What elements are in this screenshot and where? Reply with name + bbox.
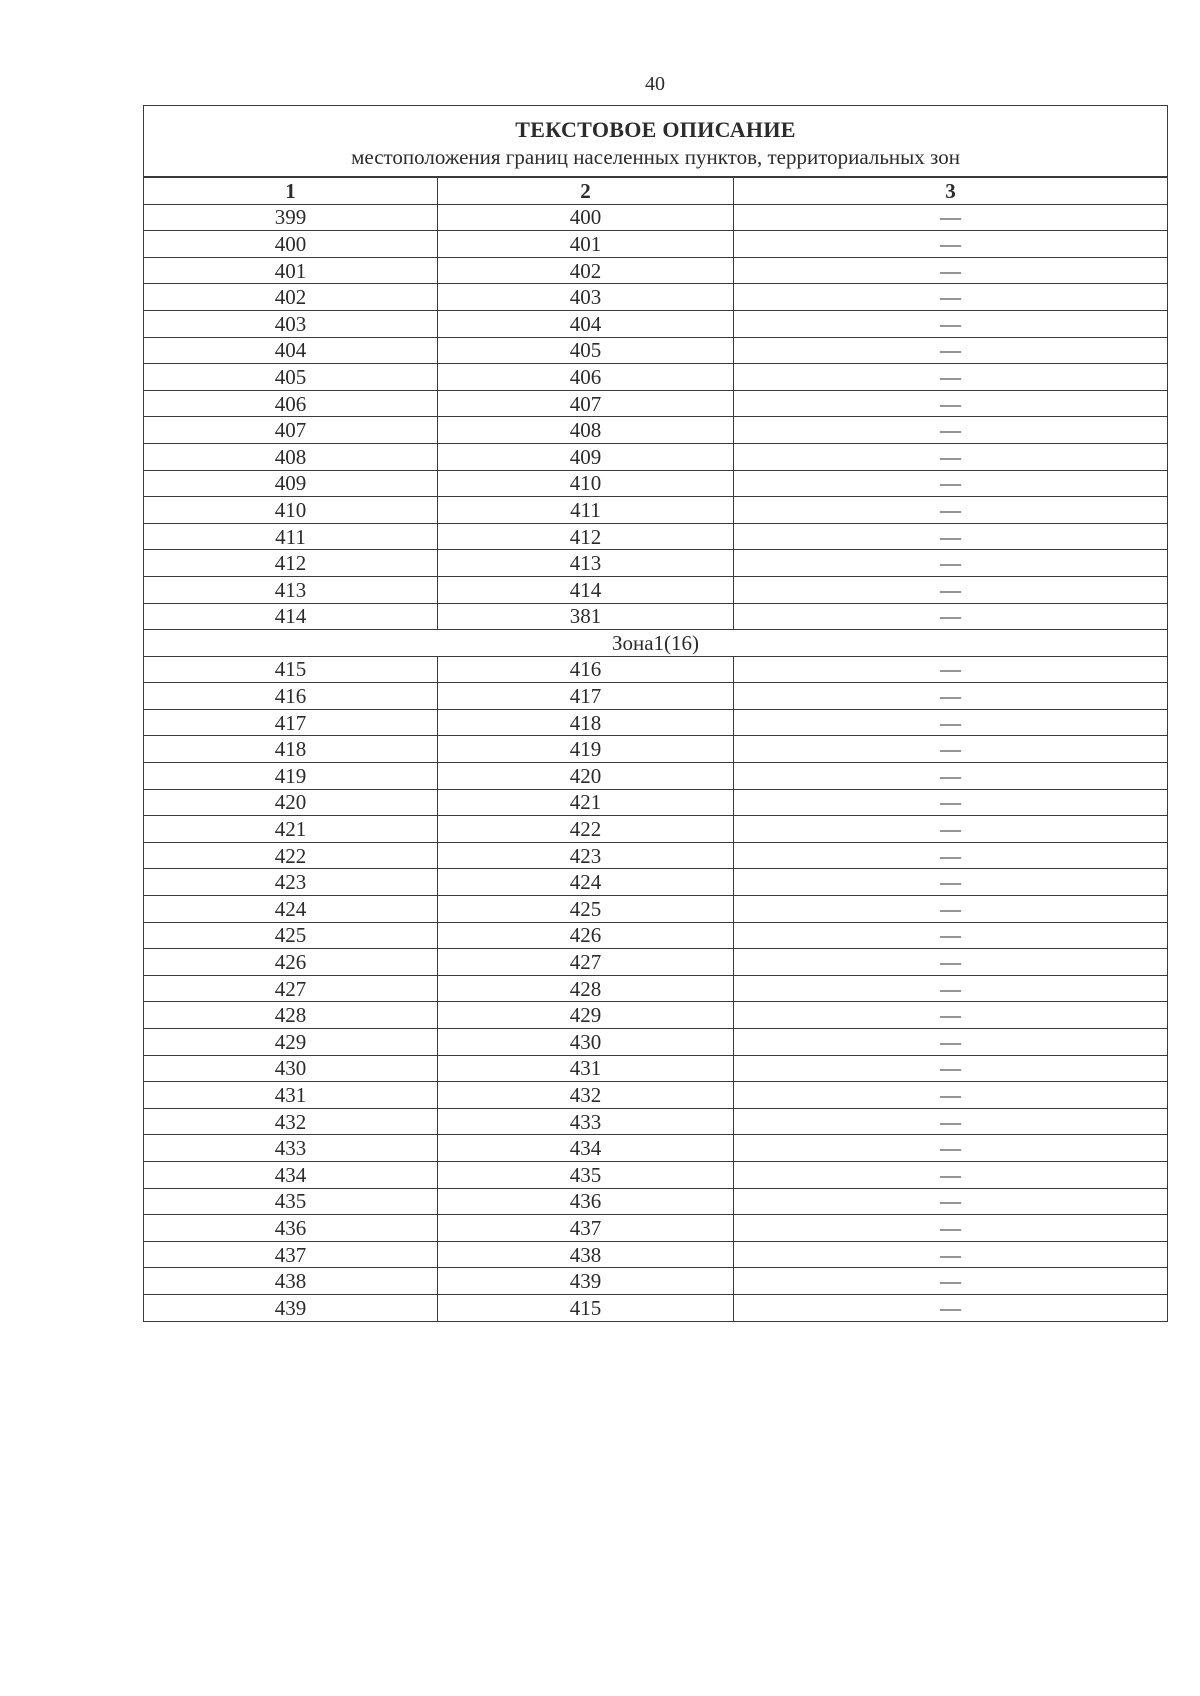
table-cell-col1: 407 bbox=[144, 417, 438, 444]
table-cell-col1: 438 bbox=[144, 1268, 438, 1295]
table-row bbox=[144, 257, 1168, 284]
table-title-row bbox=[144, 106, 1168, 178]
table-cell-col3: — bbox=[734, 204, 1168, 231]
table-cell-col2: 427 bbox=[438, 949, 734, 976]
table-cell-col3: — bbox=[734, 869, 1168, 896]
table-cell-col1: 418 bbox=[144, 736, 438, 763]
page-number: 40 bbox=[645, 73, 665, 95]
table-cell-col3: — bbox=[734, 603, 1168, 630]
table-cell-col1: 431 bbox=[144, 1082, 438, 1109]
table-row bbox=[144, 763, 1168, 790]
table-row bbox=[144, 1082, 1168, 1109]
table-cell-col1: 437 bbox=[144, 1241, 438, 1268]
table-cell-col1: 434 bbox=[144, 1161, 438, 1188]
table-row bbox=[144, 443, 1168, 470]
table-row bbox=[144, 922, 1168, 949]
table-cell-col3: — bbox=[734, 576, 1168, 603]
table-cell-col1: 427 bbox=[144, 975, 438, 1002]
column-header-row bbox=[144, 177, 1168, 204]
table-cell-col3: — bbox=[734, 736, 1168, 763]
table-cell-col1: 411 bbox=[144, 523, 438, 550]
table-row bbox=[144, 1215, 1168, 1242]
table-cell-col2: 433 bbox=[438, 1108, 734, 1135]
table-cell-col2: 426 bbox=[438, 922, 734, 949]
table-cell-col1: 432 bbox=[144, 1108, 438, 1135]
table-cell-col3: — bbox=[734, 922, 1168, 949]
table-row bbox=[144, 709, 1168, 736]
table-cell-col2: 430 bbox=[438, 1029, 734, 1056]
table-cell-col2: 401 bbox=[438, 231, 734, 258]
table-body bbox=[144, 106, 1168, 1322]
table-row bbox=[144, 949, 1168, 976]
table-cell-col3: — bbox=[734, 310, 1168, 337]
table-row bbox=[144, 816, 1168, 843]
table-cell-col2: 412 bbox=[438, 523, 734, 550]
table-cell-col3: — bbox=[734, 337, 1168, 364]
table-cell-col2: 413 bbox=[438, 550, 734, 577]
table-cell-col3: — bbox=[734, 1108, 1168, 1135]
table-row bbox=[144, 231, 1168, 258]
table-row bbox=[144, 896, 1168, 923]
table-cell-col1: 416 bbox=[144, 683, 438, 710]
table-cell-col2: 403 bbox=[438, 284, 734, 311]
table-cell-col3: — bbox=[734, 443, 1168, 470]
table-row bbox=[144, 656, 1168, 683]
table-cell-col1: 435 bbox=[144, 1188, 438, 1215]
table-cell-col1: 410 bbox=[144, 497, 438, 524]
table-cell-col1: 425 bbox=[144, 922, 438, 949]
table-cell-col3: — bbox=[734, 816, 1168, 843]
table-cell-col2: 428 bbox=[438, 975, 734, 1002]
table-row bbox=[144, 975, 1168, 1002]
table-row bbox=[144, 1268, 1168, 1295]
table-cell-col2: 415 bbox=[438, 1294, 734, 1321]
table-subtitle: местоположения границ населенных пунктов, территориальных зон bbox=[351, 145, 960, 169]
table-cell-col3: — bbox=[734, 470, 1168, 497]
table-cell-col2: 410 bbox=[438, 470, 734, 497]
table-cell-col3: — bbox=[734, 1002, 1168, 1029]
table-row bbox=[144, 683, 1168, 710]
table-row bbox=[144, 550, 1168, 577]
table-cell-col3: — bbox=[734, 231, 1168, 258]
boundary-description-table bbox=[143, 105, 1168, 1322]
table-cell-col3: — bbox=[734, 1268, 1168, 1295]
table-cell-col1: 399 bbox=[144, 204, 438, 231]
table-cell-col1: 401 bbox=[144, 257, 438, 284]
table-cell-col3: — bbox=[734, 550, 1168, 577]
table-cell-col3: — bbox=[734, 1294, 1168, 1321]
table-title-cell bbox=[144, 106, 1168, 178]
table-row bbox=[144, 1135, 1168, 1162]
table-row bbox=[144, 789, 1168, 816]
table-row bbox=[144, 1161, 1168, 1188]
table-cell-col3: — bbox=[734, 763, 1168, 790]
table-cell-col1: 405 bbox=[144, 364, 438, 391]
table-cell-col2: 417 bbox=[438, 683, 734, 710]
table-cell-col2: 438 bbox=[438, 1241, 734, 1268]
table-cell-col3: — bbox=[734, 842, 1168, 869]
table-cell-col3: — bbox=[734, 257, 1168, 284]
table-cell-col3: — bbox=[734, 1215, 1168, 1242]
table-cell-col1: 417 bbox=[144, 709, 438, 736]
table-cell-col3: — bbox=[734, 949, 1168, 976]
table-cell-col2: 400 bbox=[438, 204, 734, 231]
table-row bbox=[144, 364, 1168, 391]
table-cell-col2: 381 bbox=[438, 603, 734, 630]
table-row bbox=[144, 470, 1168, 497]
table-cell-col1: 406 bbox=[144, 390, 438, 417]
table-cell-col1: 408 bbox=[144, 443, 438, 470]
table-row bbox=[144, 869, 1168, 896]
table-cell-col2: 439 bbox=[438, 1268, 734, 1295]
table-cell-col1: 422 bbox=[144, 842, 438, 869]
table-row bbox=[144, 1188, 1168, 1215]
table-cell-col2: 432 bbox=[438, 1082, 734, 1109]
table-cell-col2: 425 bbox=[438, 896, 734, 923]
table-cell-col1: 436 bbox=[144, 1215, 438, 1242]
table-cell-col2: 419 bbox=[438, 736, 734, 763]
table-row bbox=[144, 390, 1168, 417]
table-cell-col2: 411 bbox=[438, 497, 734, 524]
table-cell-col1: 402 bbox=[144, 284, 438, 311]
table-cell-col1: 413 bbox=[144, 576, 438, 603]
table-cell-col1: 409 bbox=[144, 470, 438, 497]
table-cell-col2: 416 bbox=[438, 656, 734, 683]
table-cell-col2: 436 bbox=[438, 1188, 734, 1215]
table-cell-col2: 414 bbox=[438, 576, 734, 603]
table-cell-col3: — bbox=[734, 656, 1168, 683]
table-cell-col3: — bbox=[734, 497, 1168, 524]
table-cell-col3: — bbox=[734, 523, 1168, 550]
table-row bbox=[144, 1108, 1168, 1135]
table-cell-col3: — bbox=[734, 683, 1168, 710]
table-cell-col1: 429 bbox=[144, 1029, 438, 1056]
table-cell-col2: 408 bbox=[438, 417, 734, 444]
table-cell-col3: — bbox=[734, 284, 1168, 311]
table-cell-col2: 409 bbox=[438, 443, 734, 470]
table-cell-col2: 431 bbox=[438, 1055, 734, 1082]
table-row bbox=[144, 603, 1168, 630]
table-cell-col1: 433 bbox=[144, 1135, 438, 1162]
table-cell-col3: — bbox=[734, 1082, 1168, 1109]
table-cell-col2: 434 bbox=[438, 1135, 734, 1162]
table-cell-col3: — bbox=[734, 1135, 1168, 1162]
table-cell-col3: — bbox=[734, 1188, 1168, 1215]
table-cell-col1: 439 bbox=[144, 1294, 438, 1321]
table-cell-col3: — bbox=[734, 1161, 1168, 1188]
table-cell-col2: 422 bbox=[438, 816, 734, 843]
table-cell-col2: 437 bbox=[438, 1215, 734, 1242]
table-row bbox=[144, 1002, 1168, 1029]
zone-label: Зона1(16) bbox=[144, 630, 1168, 657]
table-cell-col2: 418 bbox=[438, 709, 734, 736]
table-row bbox=[144, 736, 1168, 763]
table-cell-col2: 423 bbox=[438, 842, 734, 869]
table-cell-col1: 423 bbox=[144, 869, 438, 896]
table-cell-col3: — bbox=[734, 709, 1168, 736]
table-row bbox=[144, 523, 1168, 550]
column-header-2: 2 bbox=[438, 177, 734, 204]
table-cell-col2: 424 bbox=[438, 869, 734, 896]
table-row bbox=[144, 1294, 1168, 1321]
table-cell-col1: 412 bbox=[144, 550, 438, 577]
table-cell-col1: 421 bbox=[144, 816, 438, 843]
table-cell-col3: — bbox=[734, 975, 1168, 1002]
table-row bbox=[144, 337, 1168, 364]
table-cell-col1: 419 bbox=[144, 763, 438, 790]
table-row bbox=[144, 310, 1168, 337]
table-row bbox=[144, 497, 1168, 524]
table-cell-col1: 426 bbox=[144, 949, 438, 976]
table-row bbox=[144, 417, 1168, 444]
column-header-3: 3 bbox=[734, 177, 1168, 204]
table-cell-col2: 402 bbox=[438, 257, 734, 284]
table-row bbox=[144, 1029, 1168, 1056]
table-cell-col3: — bbox=[734, 417, 1168, 444]
table-cell-col2: 405 bbox=[438, 337, 734, 364]
table-title: ТЕКСТОВОЕ ОПИСАНИЕ bbox=[515, 117, 796, 142]
table-cell-col3: — bbox=[734, 364, 1168, 391]
table-cell-col1: 403 bbox=[144, 310, 438, 337]
table-cell-col2: 420 bbox=[438, 763, 734, 790]
table-row bbox=[144, 576, 1168, 603]
table-cell-col2: 421 bbox=[438, 789, 734, 816]
column-header-1: 1 bbox=[144, 177, 438, 204]
table-cell-col3: — bbox=[734, 1029, 1168, 1056]
table-row bbox=[144, 1241, 1168, 1268]
table-row bbox=[144, 284, 1168, 311]
table-cell-col2: 404 bbox=[438, 310, 734, 337]
table-cell-col2: 407 bbox=[438, 390, 734, 417]
zone-header-row bbox=[144, 630, 1168, 657]
table-cell-col1: 424 bbox=[144, 896, 438, 923]
table-cell-col2: 406 bbox=[438, 364, 734, 391]
table-row bbox=[144, 1055, 1168, 1082]
table-cell-col2: 435 bbox=[438, 1161, 734, 1188]
table-cell-col3: — bbox=[734, 390, 1168, 417]
table-cell-col3: — bbox=[734, 1055, 1168, 1082]
table-cell-col1: 415 bbox=[144, 656, 438, 683]
table-cell-col1: 404 bbox=[144, 337, 438, 364]
table-cell-col1: 414 bbox=[144, 603, 438, 630]
table-row bbox=[144, 842, 1168, 869]
table-cell-col3: — bbox=[734, 896, 1168, 923]
table-cell-col2: 429 bbox=[438, 1002, 734, 1029]
table-row bbox=[144, 204, 1168, 231]
table-cell-col1: 420 bbox=[144, 789, 438, 816]
table-cell-col3: — bbox=[734, 1241, 1168, 1268]
table-cell-col3: — bbox=[734, 789, 1168, 816]
table-cell-col1: 430 bbox=[144, 1055, 438, 1082]
table-cell-col1: 400 bbox=[144, 231, 438, 258]
table-cell-col1: 428 bbox=[144, 1002, 438, 1029]
